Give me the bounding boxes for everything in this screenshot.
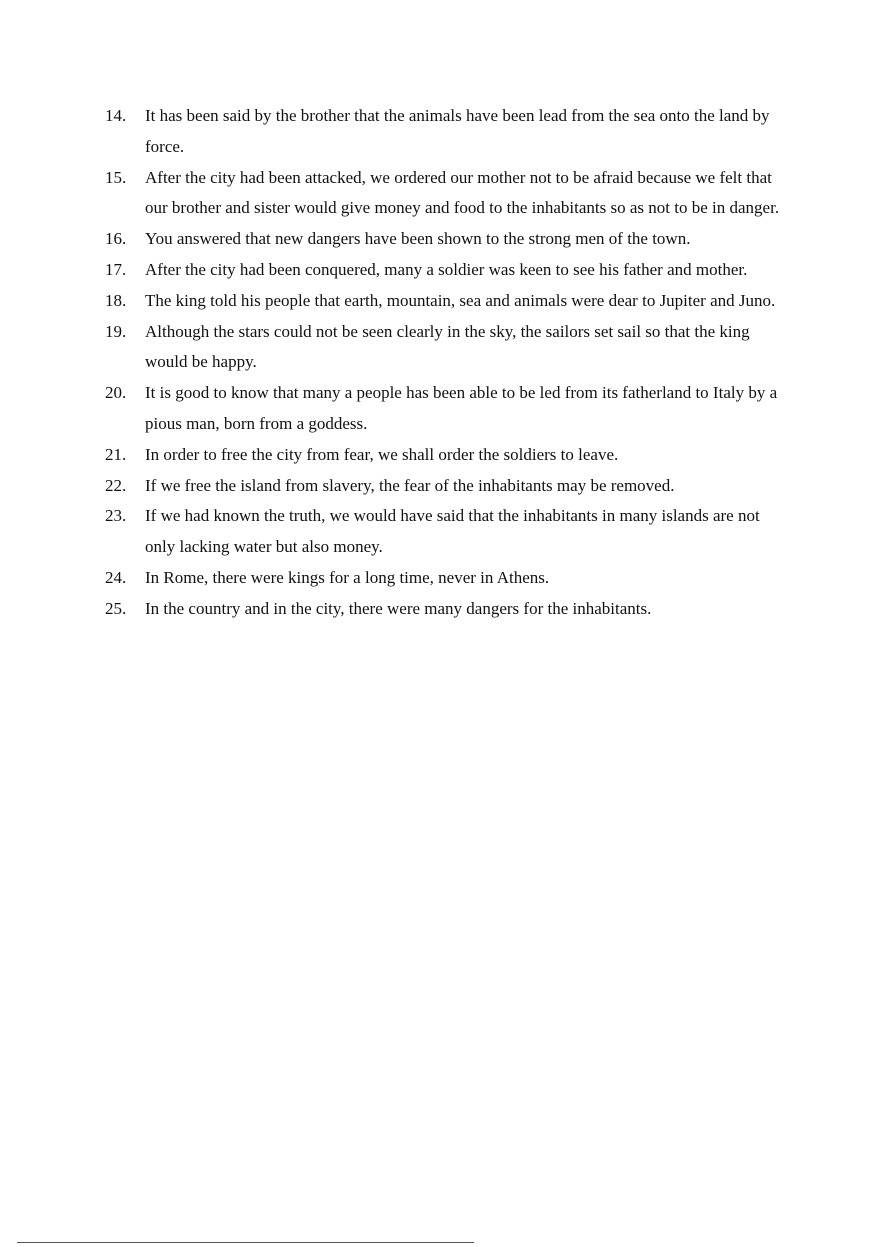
item-text: It has been said by the brother that the animals have been lead from the sea onto the land by force.	[145, 106, 770, 156]
item-number: 18.	[105, 290, 127, 310]
item-text: You answered that new dangers have been shown to the strong men of the town.	[145, 229, 691, 249]
list-item	[105, 471, 785, 502]
item-number: 20.	[105, 383, 127, 403]
item-number: 17.	[105, 259, 127, 279]
item-text: Although the stars could not be seen clearly in the sky, the sailors set sail so that the king would be happy.	[145, 321, 750, 372]
list-item	[105, 501, 785, 563]
item-number: 15.	[105, 167, 127, 187]
item-number: 19.	[105, 321, 127, 341]
list-item	[105, 163, 785, 225]
list-item	[105, 378, 785, 440]
item-text: It is good to know that many a people has been able to be led from its fatherland to Italy by a pious man, born from a goddess.	[145, 383, 778, 433]
item-number: 14.	[105, 106, 127, 125]
list-item	[105, 317, 785, 379]
item-number: 23.	[105, 506, 127, 526]
list-item	[105, 286, 785, 317]
item-number: 25.	[105, 598, 127, 618]
item-text: After the city had been attacked, we ordered our mother not to be afraid because we felt that our brother and sister would give money and food to the inhabitants so as not to be in danger.	[145, 167, 780, 218]
item-text: If we had known the truth, we would have said that the inhabitants in many islands are not only lacking water but also money.	[145, 506, 760, 557]
item-number: 21.	[105, 444, 127, 464]
item-text: The king told his people that earth, mountain, sea and animals were dear to Jupiter and Juno.	[145, 290, 776, 310]
item-text: After the city had been conquered, many a soldier was keen to see his father and mother.	[145, 259, 748, 279]
list-item	[105, 440, 785, 471]
list-item	[105, 594, 785, 625]
item-text: In the country and in the city, there were many dangers for the inhabitants.	[145, 598, 652, 618]
footnote-divider	[17, 1242, 474, 1243]
list-item	[105, 224, 785, 255]
item-text: In order to free the city from fear, we shall order the soldiers to leave.	[145, 444, 619, 464]
list-item	[105, 563, 785, 594]
item-number: 24.	[105, 567, 127, 587]
list-item	[105, 255, 785, 286]
sentence-list	[105, 101, 785, 625]
list-item	[105, 101, 785, 163]
item-number: 22.	[105, 475, 127, 495]
item-text: In Rome, there were kings for a long time, never in Athens.	[145, 567, 550, 587]
item-text: If we free the island from slavery, the fear of the inhabitants may be removed.	[145, 475, 675, 495]
item-number: 16.	[105, 229, 127, 249]
